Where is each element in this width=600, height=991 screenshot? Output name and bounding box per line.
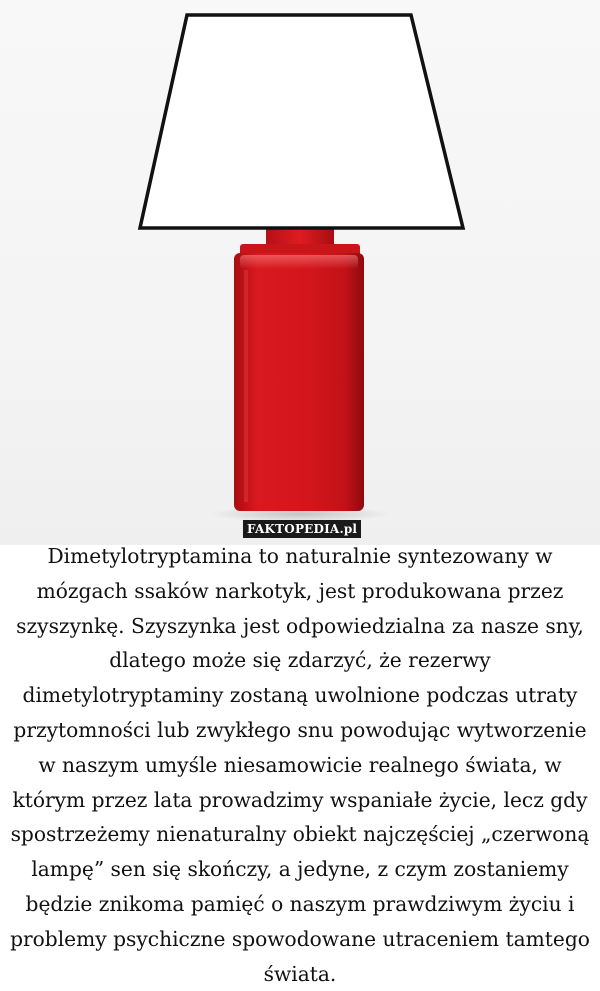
- lamp-shade: [140, 15, 463, 228]
- faktopedia-watermark: FAKTOPEDIA.pl: [243, 520, 361, 538]
- lamp-base-top-shine: [240, 255, 358, 269]
- caption-text: Dimetylotryptamina to naturalnie syntezowany w mózgach ssaków narkotyk, jest produkowana przez szyszynkę. Szyszynka jest odpowiedzialna za nasze sny, dlatego może się zdarzyć, że rezerwy dimetylotryptaminy zostaną uwolnione podczas utraty przytomności lub zwykłego snu powodując wytworzenie w naszym umyśle niesamowicie realnego świata, w którym przez lata prowadzimy wspaniałe życie, lecz gdy spostrzeżemy nienaturalny obiekt najczęściej „czerwoną lampę” sen się skończy, a jedyne, z czym zostaniemy będzie znikoma pamięć o naszym prawdziwym życiu i problemy psychiczne spowodowane utraceniem tamtego świata.: [10, 544, 590, 986]
- lamp-base: [234, 253, 364, 511]
- lamp-base-edge-highlight: [244, 270, 248, 502]
